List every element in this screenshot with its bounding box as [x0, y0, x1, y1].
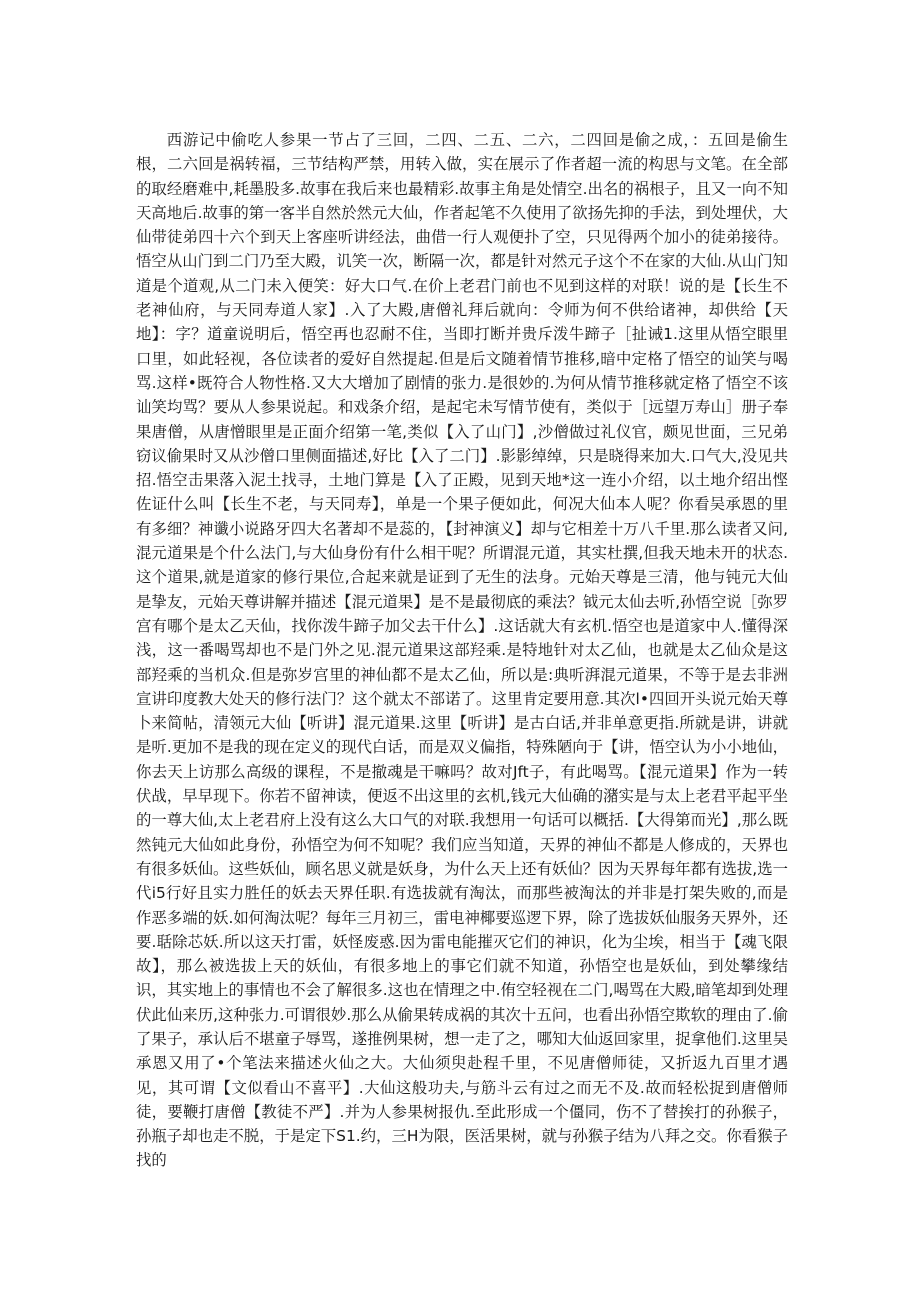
body-paragraph: 西游记中偷吃人参果一节占了三回，二四、二五、二六，二四回是偷之成，：五回是偷生根，二六回是祸转福，三节结构严禁，用转入做，实在展示了作者超一流的构思与文笔。在全部的取经磨难中,耗墨股多.故事在我后来也最精彩.故事主角是处情空.出名的祸根子，且又一向不知天高地后.故事的第一客半自然於然元大仙，作者起笔不久使用了欲扬先抑的手法，到处埋伏，大仙带徒弟四十六个到天上客座听讲经法，曲借一行人观便扑了空，只见得两个加小的徒弟接待。悟空从山门到二门乃至大殿，讥笑一次，断隔一次，都是针对然元子这个不在家的大仙.从山门知道是个道观,从二门未入便笑：好大口气.在价上老君门前也不见到这样的对联！说的是【长生不老神仙府，与天同寿道人家】.入了大殿,唐僧礼拜后就向：令师为何不供给诸神，却供给【天地】：字？道童说明后，悟空再也忍耐不住，当即打断并贵斥泼牛蹄子［扯诫1.这里从悟空眼里口里，如此轻视，各位读者的爱好自然提起.但是后文随着情节推移,暗中定格了悟空的讪笑与喝骂.这样•既符合人物性格.又大大增加了剧情的张力.是很妙的.为何从情节推移就定格了悟空不该讪笑均骂？要从人参果说起。和戏条介绍，是起宅未写情节使有，类似于［远望万寿山］册子奉果唐僧，从唐憎眼里是正面介绍第一笔,类似【入了山门】,沙僧做过礼仪官，颇见世面，三兄弟窃议偷果时又从沙僧口里侧面描述,好比【入了二门】.影影绰绰，只是晓得来加大.口气大,没见共招.悟空击果落入泥土找寻，土地门算是【入了正殿，见到天地*这一连小介绍，以土地介绍出悭佐证什么叫【长生不老，与天同寿】，单是一个果子便如此，何况大仙本人呢？你看吴承恩的里有多细？神谶小说路牙四大名著却不是蕊的，【封神演义】却与它相差十万八千里.那么读者又问,混元道果是个什么法门,与大仙身份有什么相干呢？所谓混元道，其实杜撰,但我天地未开的状态.这个道果,就是道家的修行果位,合起来就是证到了无生的法身。元始天尊是三清，他与钝元大仙是挚友，元始天尊讲解并描述【混元道果】是不是最彻底的乘法？钺元太仙去听,孙悟空说［弥罗宫有哪个是太乙天仙，找你泼牛蹄子加父去干什么】.这话就大有玄机.悟空也是道家中人.懂得深浅，这一番喝骂却也不是门外之见.混元道果这部羟乘.是特地针对太乙仙，也就是太乙仙众是这部羟乘的当机众.但是弥岁宫里的神仙都不是太乙仙，所以是:典听湃混元道果，不等于是去非洲宣讲印度教大处天的修行法门？这个就太不部诺了。这里肯定要用意.其次l•四回开头说元始天尊卜来简帖，清领元大仙【听讲】混元道果.这里【听讲】是古白话,并非单意更指.所就是讲，讲就是听.更加不是我的现在定义的现代白话，而是双义偏指，特殊陋向于【讲，悟空认为小小地仙，你去天上访那么高级的课程，不是撤魂是干嘛吗？故对Jft子，有此喝骂。【混元道果】作为一转伏战，早早现下。你若不留神读，便返不出这里的玄机,钱元大仙确的潴实是与太上老君平起平坐的一尊大仙,太上老君府上没有这么大口气的对联.我想用一句话可以概括.【大得第而光】,那么既然钝元大仙如此身份，孙悟空为何不知呢？我们应当知道，天界的神仙不都是人修成的，天界也有很多妖仙。这些妖仙，顾名思义就是妖身，为什么天上还有妖仙？因为天界每年都有选拔,选一代i5行好且实力胜任的妖去天界任职.有选拔就有淘汰，而那些被淘汰的并非是打架失败的,而是作恶多端的妖.如何淘汰呢？每年三月初三，雷电神椰要巡逻下界，除了选拔妖仙服务天界外，还要.聒除芯妖.所以这天打雷，妖怪废惑.因为雷电能摧灭它们的神识，化为尘埃，相当于【魂飞限故】，那么被选拔上天的妖仙，有很多地上的事它们就不知道，孙悟空也是妖仙，到处攀缘结识，其实地上的事情也不会了解很多.这也在情理之中.侑空轻视在二门,喝骂在大殿,暗笔却到处理伏此仙来历,这种张力.可谓很妙.那么从偷果转成祸的其次十五问，也看出孙悟空欺软的理由了.偷了果子，承认后不堪童子辱骂，遂推例果树，想一走了之，哪知大仙返回家里，捉拿他们.这里吴承恩又用了•个笔法来描述火仙之大。大仙须臾赴程千里，不见唐僧师徒，又折返九百里才遇见，其可谓【文似看山不喜平】.大仙这般功夫,与筋斗云有过之而无不及.故而轻松捉到唐僧师徒，要鞭打唐僧【教徒不严】.并为人参果树报仇.至此形成一个僵同，伤不了替挨打的孙猴子，孙瓶子却也走不脱，于是定下S1.约，三H为限，医活果树，就与孙猴子结为八拜之交。你看猴子找的 — [136, 131, 788, 1170]
